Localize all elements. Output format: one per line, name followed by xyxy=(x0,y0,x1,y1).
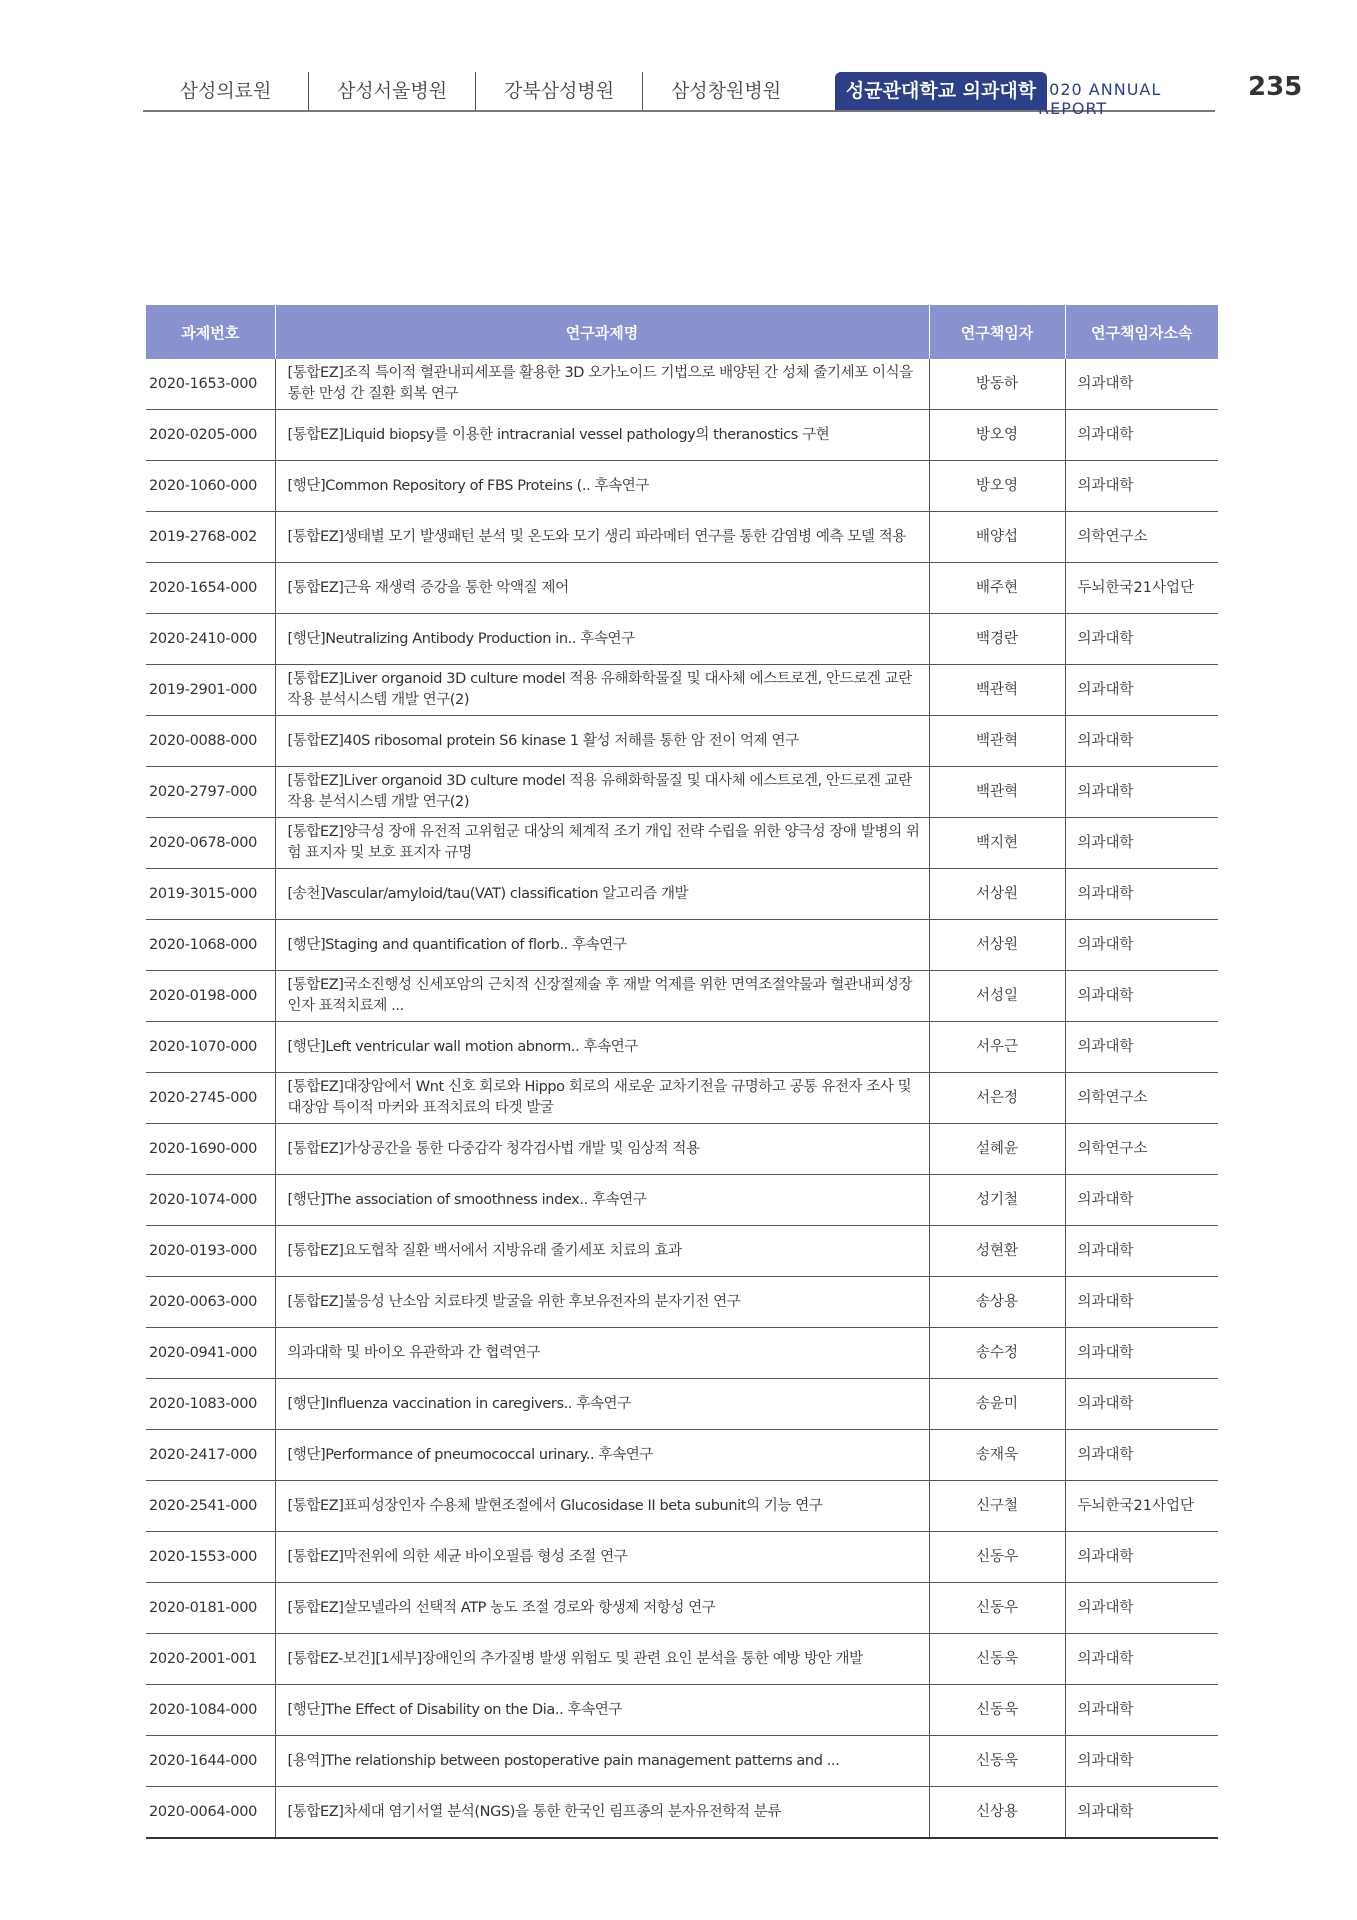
affiliation-cell: 의과대학 xyxy=(1065,410,1218,461)
table-row xyxy=(146,1277,1218,1328)
project-title-cell: [행단]Common Repository of FBS Proteins (.. 후속연구 xyxy=(275,461,929,512)
tab-samsung-seoul-hospital[interactable]: 삼성서울병원 xyxy=(309,72,476,110)
principal-investigator-cell: 설혜윤 xyxy=(929,1124,1065,1175)
project-title-cell: [행단]The association of smoothness index.. 후속연구 xyxy=(275,1175,929,1226)
table-row xyxy=(146,1583,1218,1634)
table-body xyxy=(146,359,1218,1838)
project-title-cell: [용역]The relationship between postoperative pain management patterns and ... xyxy=(275,1736,929,1787)
project-id-cell: 2020-0941-000 xyxy=(146,1328,275,1379)
tab-kangbuk-samsung-hospital[interactable]: 강북삼성병원 xyxy=(476,72,643,110)
principal-investigator-cell: 방오영 xyxy=(929,461,1065,512)
column-header-project-title: 연구과제명 xyxy=(275,305,929,359)
affiliation-cell: 의과대학 xyxy=(1065,614,1218,665)
project-title-cell: [통합EZ]양극성 장애 유전적 고위험군 대상의 체계적 조기 개입 전략 수립을 위한 양극성 장애 발병의 위험 표지자 및 보호 표지자 규명 xyxy=(275,818,929,869)
table-row xyxy=(146,410,1218,461)
project-id-cell: 2019-3015-000 xyxy=(146,869,275,920)
affiliation-cell: 의과대학 xyxy=(1065,359,1218,410)
project-title-cell: [행단]The Effect of Disability on the Dia.. 후속연구 xyxy=(275,1685,929,1736)
project-title-cell: [통합EZ]살모넬라의 선택적 ATP 농도 조절 경로와 항생제 저항성 연구 xyxy=(275,1583,929,1634)
project-title-cell: [행단]Left ventricular wall motion abnorm.. 후속연구 xyxy=(275,1022,929,1073)
affiliation-cell: 의학연구소 xyxy=(1065,1124,1218,1175)
principal-investigator-cell: 송상용 xyxy=(929,1277,1065,1328)
project-id-cell: 2020-2797-000 xyxy=(146,767,275,818)
project-id-cell: 2020-2745-000 xyxy=(146,1073,275,1124)
affiliation-cell: 의과대학 xyxy=(1065,1379,1218,1430)
project-id-cell: 2020-0088-000 xyxy=(146,716,275,767)
affiliation-cell: 의과대학 xyxy=(1065,920,1218,971)
principal-investigator-cell: 방동하 xyxy=(929,359,1065,410)
principal-investigator-cell: 신구철 xyxy=(929,1481,1065,1532)
project-id-cell: 2020-1644-000 xyxy=(146,1736,275,1787)
principal-investigator-cell: 백경란 xyxy=(929,614,1065,665)
table-row xyxy=(146,461,1218,512)
project-title-cell: [행단]Influenza vaccination in caregivers.. 후속연구 xyxy=(275,1379,929,1430)
principal-investigator-cell: 서상원 xyxy=(929,920,1065,971)
project-id-cell: 2020-1690-000 xyxy=(146,1124,275,1175)
column-header-affiliation: 연구책임자소속 xyxy=(1065,305,1218,359)
project-id-cell: 2020-1083-000 xyxy=(146,1379,275,1430)
principal-investigator-cell: 신상용 xyxy=(929,1787,1065,1839)
affiliation-cell: 의과대학 xyxy=(1065,1430,1218,1481)
principal-investigator-cell: 성현환 xyxy=(929,1226,1065,1277)
principal-investigator-cell: 서우근 xyxy=(929,1022,1065,1073)
project-id-cell: 2020-1653-000 xyxy=(146,359,275,410)
affiliation-cell: 의과대학 xyxy=(1065,1175,1218,1226)
column-header-principal-investigator: 연구책임자 xyxy=(929,305,1065,359)
affiliation-cell: 의과대학 xyxy=(1065,1634,1218,1685)
principal-investigator-cell: 서성일 xyxy=(929,971,1065,1022)
affiliation-cell: 의과대학 xyxy=(1065,1685,1218,1736)
table-row xyxy=(146,614,1218,665)
principal-investigator-cell: 신동우 xyxy=(929,1583,1065,1634)
project-id-cell: 2020-2001-001 xyxy=(146,1634,275,1685)
principal-investigator-cell: 백지현 xyxy=(929,818,1065,869)
table-row xyxy=(146,716,1218,767)
project-id-cell: 2020-1553-000 xyxy=(146,1532,275,1583)
table-row xyxy=(146,563,1218,614)
tab-samsung-changwon-hospital[interactable]: 삼성창원병원 xyxy=(670,80,782,102)
project-id-cell: 2020-0063-000 xyxy=(146,1277,275,1328)
project-id-cell: 2020-0064-000 xyxy=(146,1787,275,1839)
tab-samsung-medical-center[interactable]: 삼성의료원 xyxy=(143,72,309,110)
principal-investigator-cell: 배주현 xyxy=(929,563,1065,614)
project-title-cell: [송천]Vascular/amyloid/tau(VAT) classification 알고리즘 개발 xyxy=(275,869,929,920)
affiliation-cell: 의과대학 xyxy=(1065,1277,1218,1328)
affiliation-cell: 의과대학 xyxy=(1065,665,1218,716)
principal-investigator-cell: 백관혁 xyxy=(929,767,1065,818)
principal-investigator-cell: 신동욱 xyxy=(929,1685,1065,1736)
project-id-cell: 2020-0193-000 xyxy=(146,1226,275,1277)
project-title-cell: [통합EZ]가상공간을 통한 다중감각 청각검사법 개발 및 임상적 적용 xyxy=(275,1124,929,1175)
table-row xyxy=(146,1226,1218,1277)
principal-investigator-cell: 백관혁 xyxy=(929,716,1065,767)
table-row xyxy=(146,1430,1218,1481)
project-title-cell: [통합EZ]막전위에 의한 세균 바이오필름 형성 조절 연구 xyxy=(275,1532,929,1583)
principal-investigator-cell: 신동욱 xyxy=(929,1736,1065,1787)
table-row xyxy=(146,1124,1218,1175)
table-row xyxy=(146,1379,1218,1430)
affiliation-cell: 의학연구소 xyxy=(1065,512,1218,563)
project-title-cell: [행단]Performance of pneumococcal urinary.. 후속연구 xyxy=(275,1430,929,1481)
table-row xyxy=(146,1022,1218,1073)
table-row xyxy=(146,1787,1218,1839)
affiliation-cell: 의과대학 xyxy=(1065,1736,1218,1787)
principal-investigator-cell: 신동우 xyxy=(929,1532,1065,1583)
project-id-cell: 2020-0205-000 xyxy=(146,410,275,461)
project-id-cell: 2020-1068-000 xyxy=(146,920,275,971)
project-title-cell: [통합EZ]요도협착 질환 백서에서 지방유래 줄기세포 치료의 효과 xyxy=(275,1226,929,1277)
table-row xyxy=(146,1073,1218,1124)
project-id-cell: 2020-1654-000 xyxy=(146,563,275,614)
table-row xyxy=(146,920,1218,971)
affiliation-cell: 두뇌한국21사업단 xyxy=(1065,563,1218,614)
project-id-cell: 2020-2417-000 xyxy=(146,1430,275,1481)
page-number: 235 xyxy=(1248,72,1303,102)
table-row xyxy=(146,359,1218,410)
principal-investigator-cell: 백관혁 xyxy=(929,665,1065,716)
institution-tabs xyxy=(143,72,1047,112)
principal-investigator-cell: 신동욱 xyxy=(929,1634,1065,1685)
table-row xyxy=(146,1634,1218,1685)
project-title-cell: [통합EZ]Liver organoid 3D culture model 적용 유해화학물질 및 대사체 에스트로겐, 안드로겐 교란작용 분석시스템 개발 연구(2) xyxy=(275,767,929,818)
principal-investigator-cell: 성기철 xyxy=(929,1175,1065,1226)
project-title-cell: [행단]Staging and quantification of florb.. 후속연구 xyxy=(275,920,929,971)
project-id-cell: 2020-1074-000 xyxy=(146,1175,275,1226)
tab-skku-medicine[interactable]: 성균관대학교 의과대학 xyxy=(835,72,1047,110)
table-row xyxy=(146,818,1218,869)
project-title-cell: [통합EZ]불응성 난소암 치료타겟 발굴을 위한 후보유전자의 분자기전 연구 xyxy=(275,1277,929,1328)
project-title-cell: [통합EZ]대장암에서 Wnt 신호 회로와 Hippo 회로의 새로운 교차기전을 규명하고 공통 유전자 조사 및 대장암 특이적 마커와 표적치료의 타겟 발굴 xyxy=(275,1073,929,1124)
table-row xyxy=(146,1736,1218,1787)
table-row xyxy=(146,1328,1218,1379)
affiliation-cell: 의과대학 xyxy=(1065,461,1218,512)
project-id-cell: 2020-0678-000 xyxy=(146,818,275,869)
affiliation-cell: 의과대학 xyxy=(1065,818,1218,869)
project-id-cell: 2020-1084-000 xyxy=(146,1685,275,1736)
project-title-cell: [통합EZ]Liver organoid 3D culture model 적용 유해화학물질 및 대사체 에스트로겐, 안드로겐 교란작용 분석시스템 개발 연구(2) xyxy=(275,665,929,716)
affiliation-cell: 의과대학 xyxy=(1065,1328,1218,1379)
table-row xyxy=(146,971,1218,1022)
project-title-cell: [통합EZ]근육 재생력 증강을 통한 악액질 제어 xyxy=(275,563,929,614)
principal-investigator-cell: 송윤미 xyxy=(929,1379,1065,1430)
principal-investigator-cell: 서상원 xyxy=(929,869,1065,920)
report-title: 2020 ANNUAL REPORT xyxy=(1038,80,1162,118)
project-title-cell: [통합EZ-보건][1세부]장애인의 추가질병 발생 위험도 및 관련 요인 분석을 통한 예방 방안 개발 xyxy=(275,1634,929,1685)
principal-investigator-cell: 서은정 xyxy=(929,1073,1065,1124)
project-title-cell: [행단]Neutralizing Antibody Production in.. 후속연구 xyxy=(275,614,929,665)
table-header-row xyxy=(146,305,1218,359)
table-row xyxy=(146,1685,1218,1736)
research-projects-table-container xyxy=(146,305,1218,1839)
project-title-cell: [통합EZ]Liquid biopsy를 이용한 intracranial vessel pathology의 theranostics 구현 xyxy=(275,410,929,461)
principal-investigator-cell: 배양섭 xyxy=(929,512,1065,563)
table-row xyxy=(146,512,1218,563)
project-id-cell: 2019-2901-000 xyxy=(146,665,275,716)
table-row xyxy=(146,767,1218,818)
page-header xyxy=(143,72,1303,118)
project-id-cell: 2020-2541-000 xyxy=(146,1481,275,1532)
affiliation-cell: 의과대학 xyxy=(1065,1022,1218,1073)
project-title-cell: [통합EZ]차세대 염기서열 분석(NGS)을 통한 한국인 림프종의 분자유전학적 분류 xyxy=(275,1787,929,1839)
affiliation-cell: 의과대학 xyxy=(1065,1226,1218,1277)
project-id-cell: 2020-2410-000 xyxy=(146,614,275,665)
affiliation-cell: 두뇌한국21사업단 xyxy=(1065,1481,1218,1532)
principal-investigator-cell: 방오영 xyxy=(929,410,1065,461)
affiliation-cell: 의과대학 xyxy=(1065,767,1218,818)
project-id-cell: 2020-1070-000 xyxy=(146,1022,275,1073)
project-id-cell: 2019-2768-002 xyxy=(146,512,275,563)
affiliation-cell: 의과대학 xyxy=(1065,869,1218,920)
affiliation-cell: 의과대학 xyxy=(1065,1787,1218,1839)
project-title-cell: [통합EZ]조직 특이적 혈관내피세포를 활용한 3D 오가노이드 기법으로 배양된 간 성체 줄기세포 이식을 통한 만성 간 질환 회복 연구 xyxy=(275,359,929,410)
project-id-cell: 2020-1060-000 xyxy=(146,461,275,512)
project-title-cell: [통합EZ]생태별 모기 발생패턴 분석 및 온도와 모기 생리 파라메터 연구를 통한 감염병 예측 모델 적용 xyxy=(275,512,929,563)
project-id-cell: 2020-0198-000 xyxy=(146,971,275,1022)
table-row xyxy=(146,1175,1218,1226)
table-row xyxy=(146,1532,1218,1583)
column-header-project-id: 과제번호 xyxy=(146,305,275,359)
table-row xyxy=(146,1481,1218,1532)
principal-investigator-cell: 송재욱 xyxy=(929,1430,1065,1481)
affiliation-cell: 의과대학 xyxy=(1065,1532,1218,1583)
project-id-cell: 2020-0181-000 xyxy=(146,1583,275,1634)
affiliation-cell: 의과대학 xyxy=(1065,716,1218,767)
table-row xyxy=(146,665,1218,716)
project-title-cell: 의과대학 및 바이오 유관학과 간 협력연구 xyxy=(275,1328,929,1379)
project-title-cell: [통합EZ]표피성장인자 수용체 발현조절에서 Glucosidase II beta subunit의 기능 연구 xyxy=(275,1481,929,1532)
project-title-cell: [통합EZ]국소진행성 신세포암의 근치적 신장절제술 후 재발 억제를 위한 면역조절약물과 혈관내피성장인자 표적치료제 ... xyxy=(275,971,929,1022)
affiliation-cell: 의학연구소 xyxy=(1065,1073,1218,1124)
affiliation-cell: 의과대학 xyxy=(1065,1583,1218,1634)
research-projects-table xyxy=(146,305,1218,1839)
table-row xyxy=(146,869,1218,920)
affiliation-cell: 의과대학 xyxy=(1065,971,1218,1022)
principal-investigator-cell: 송수정 xyxy=(929,1328,1065,1379)
project-title-cell: [통합EZ]40S ribosomal protein S6 kinase 1 활성 저해를 통한 암 전이 억제 연구 xyxy=(275,716,929,767)
